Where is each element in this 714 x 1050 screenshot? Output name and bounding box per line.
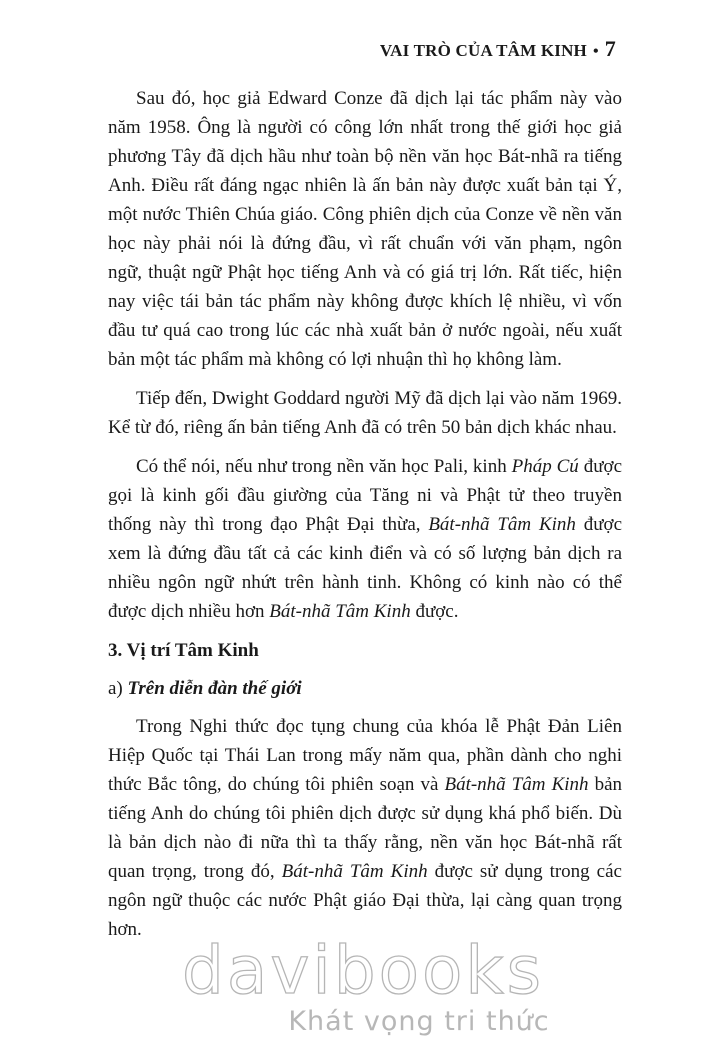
watermark-brand: davibooks [182,932,544,1009]
paragraph-4 [108,712,622,944]
paragraph-4-text-e: được sử dụng trong các ngôn ngữ thuộc các nước Phật giáo Đại thừa, lại càng quan trọng hơn. [108,861,622,940]
paragraph-4-text-a: Trong Nghi thức đọc tụng chung của khóa lễ Phật Đản Liên Hiệp Quốc tại Thái Lan trong mấy năm qua, phần dành cho nghi thức Bắc tông, do chúng tôi phiên soạn và [108,716,622,795]
header-bullet: • [592,43,599,60]
paragraph-4-italic-tam-kinh-1: Bát-nhã Tâm Kinh [444,774,589,795]
watermark-slogan: Khát vọng tri thức [288,1006,550,1037]
running-title: VAI TRÒ CỦA TÂM KINH [379,41,587,60]
page-number: 7 [604,36,616,61]
paragraph-4-italic-tam-kinh-2: Bát-nhã Tâm Kinh [281,861,428,882]
section-heading: 3. Vị trí Tâm Kinh [108,640,259,661]
paragraph-3-text-c: được gọi là kinh gối đầu giường của Tăng ni và Phật tử theo truyền thống này thì trong đạo Phật Đại thừa, [108,456,622,535]
running-header [100,36,616,62]
paragraph-3-text-a: Có thể nói, nếu như trong nền văn học Pali, kinh [136,456,512,477]
paragraph-3-italic-tam-kinh-2: Bát-nhã Tâm Kinh [269,601,411,622]
subsection-heading [108,674,622,703]
paragraph-3-italic-tam-kinh-1: Bát-nhã Tâm Kinh [428,514,576,535]
paragraph-1: Sau đó, học giả Edward Conze đã dịch lại tác phẩm này vào năm 1958. Ông là người có công lớn nhất trong thế giới học giả phương Tây đã dịch hầu như toàn bộ nền văn học Bát-nhã ra tiếng Anh. Điều rất đáng ngạc nhiên là ấn bản này được xuất bản tại Ý, một nước Thiên Chúa giáo. Công phiên dịch của Conze về nền văn học này phải nói là đứng đầu, vì rất chuẩn với văn phạm, ngôn ngữ, thuật ngữ Phật học tiếng Anh và có giá trị lớn. Rất tiếc, hiện nay việc tái bản tác phẩm này không được khích lệ nhiều, vì vốn đầu tư quá cao trong lúc các nhà xuất bản ở nước ngoài, nếu xuất bản một tác phẩm mà không có lợi nhuận thì họ không làm. [108,88,622,370]
subsection-marker: a) [108,678,128,699]
paragraph-2: Tiếp đến, Dwight Goddard người Mỹ đã dịch lại vào năm 1969. Kể từ đó, riêng ấn bản tiếng Anh đã có trên 50 bản dịch khác nhau. [108,388,622,438]
paragraph-4-text-c: bản tiếng Anh do chúng tôi phiên dịch được sử dụng khá phổ biến. Dù là bản dịch nào đi nữa thì ta thấy rằng, nền văn học Bát-nhã rất quan trọng, trong đó, [108,774,622,882]
paragraph-3 [108,452,622,626]
page-body [108,84,622,944]
paragraph-3-italic-phap-cu: Pháp Cú [511,456,579,477]
subsection-title: Trên diễn đàn thế giới [127,678,302,699]
paragraph-3-text-e: được xem là đứng đầu tất cả các kinh điển và có số lượng bản dịch ra nhiều ngôn ngữ nhứt trên hành tinh. Không có kinh nào có thể được dịch nhiều hơn [108,514,623,622]
paragraph-3-text-g: được. [410,601,459,622]
